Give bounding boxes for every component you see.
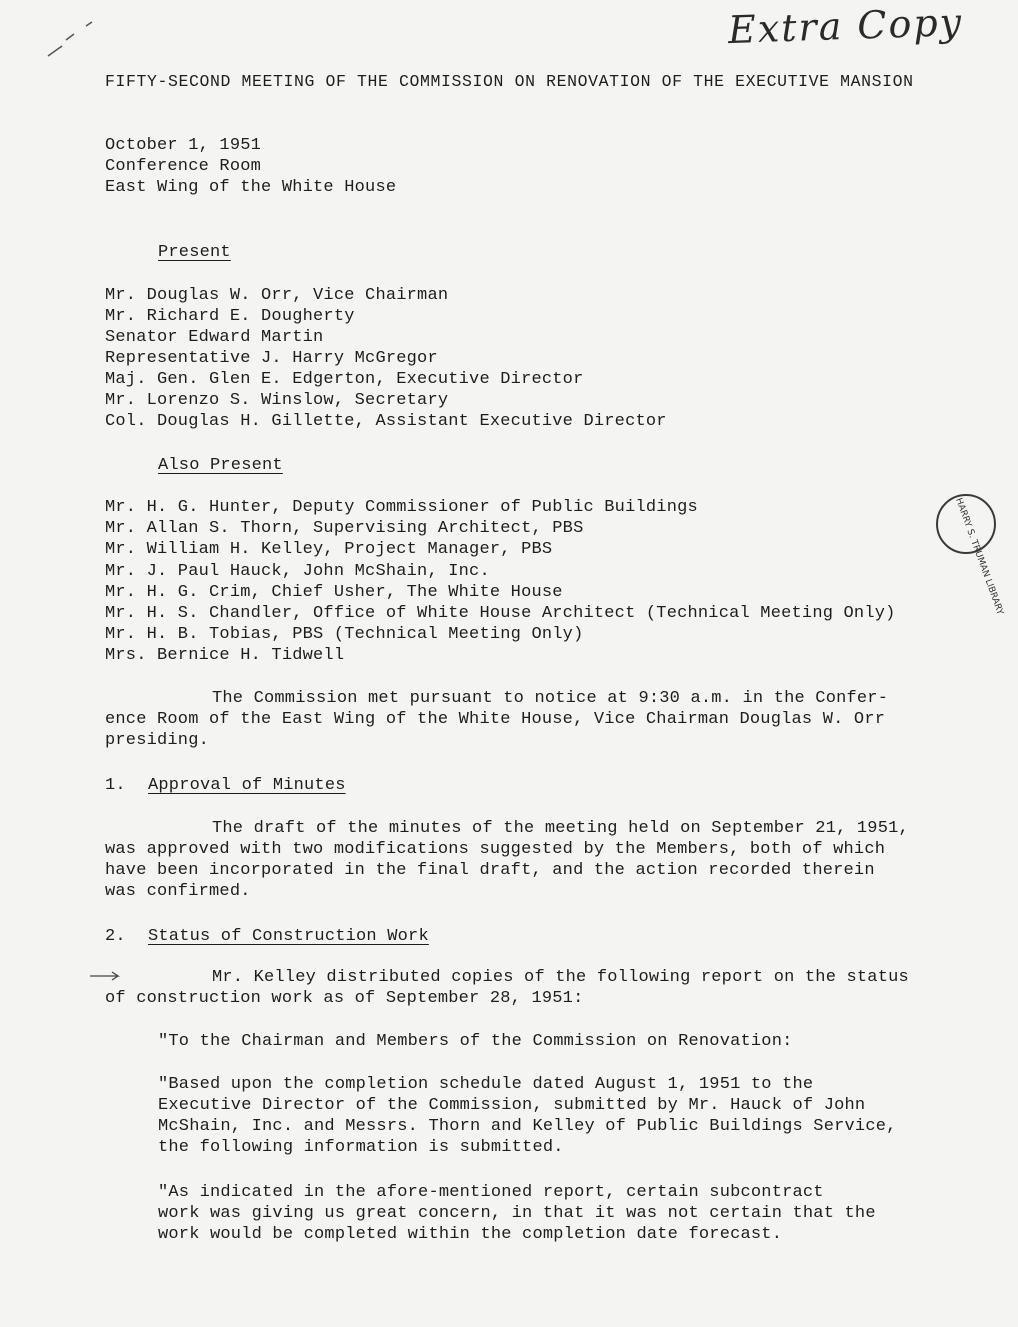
present-member: Representative J. Harry McGregor <box>105 349 438 368</box>
quote-line: Executive Director of the Commission, submitted by Mr. Hauck of John <box>158 1096 866 1115</box>
quote-line: "As indicated in the afore-mentioned report, certain subcontract <box>158 1183 824 1202</box>
intro-line: presiding. <box>105 731 210 750</box>
section-number: 2. <box>105 927 126 946</box>
intro-line: ence Room of the East Wing of the White House, Vice Chairman Douglas W. Orr <box>105 710 886 729</box>
quote-line: work would be completed within the completion date forecast. <box>158 1225 783 1244</box>
present-member: Col. Douglas H. Gillette, Assistant Executive Director <box>105 412 667 431</box>
also-present-member: Mr. H. G. Hunter, Deputy Commissioner of Public Buildings <box>105 498 698 517</box>
present-member: Mr. Douglas W. Orr, Vice Chairman <box>105 286 449 305</box>
also-present-member: Mr. Allan S. Thorn, Supervising Architect, PBS <box>105 519 584 538</box>
paragraph-line: of construction work as of September 28, 1951: <box>105 989 584 1008</box>
arrow-mark <box>88 966 128 986</box>
meeting-location: East Wing of the White House <box>105 178 397 197</box>
paragraph-line: have been incorporated in the final draft, and the action recorded therein <box>105 861 875 880</box>
intro-line: The Commission met pursuant to notice at 9:30 a.m. in the Confer- <box>212 689 889 708</box>
pen-mark <box>40 16 100 66</box>
also-present-member: Mr. H. G. Crim, Chief Usher, The White House <box>105 583 563 602</box>
meeting-date: October 1, 1951 <box>105 136 262 155</box>
meeting-room: Conference Room <box>105 157 262 176</box>
present-member: Maj. Gen. Glen E. Edgerton, Executive Director <box>105 370 584 389</box>
present-member: Mr. Richard E. Dougherty <box>105 307 355 326</box>
archive-stamp: HARRY S. TRUMAN LIBRARY <box>936 494 996 554</box>
section-number: 1. <box>105 776 126 795</box>
also-present-member: Mr. H. S. Chandler, Office of White House Architect (Technical Meeting Only) <box>105 604 896 623</box>
also-present-member: Mr. William H. Kelley, Project Manager, PBS <box>105 540 553 559</box>
quote-line: work was giving us great concern, in that it was not certain that the <box>158 1204 876 1223</box>
paragraph-line: The draft of the minutes of the meeting held on September 21, 1951, <box>212 819 909 838</box>
also-present-heading: Also Present <box>158 456 283 475</box>
section-heading: Status of Construction Work <box>148 927 429 946</box>
paragraph-line: was approved with two modifications suggested by the Members, both of which <box>105 840 886 859</box>
quote-line: McShain, Inc. and Messrs. Thorn and Kelley of Public Buildings Service, <box>158 1117 897 1136</box>
present-heading: Present <box>158 243 231 262</box>
section-heading: Approval of Minutes <box>148 776 346 795</box>
paragraph-line: Mr. Kelley distributed copies of the following report on the status <box>212 968 909 987</box>
also-present-member: Mr. J. Paul Hauck, John McShain, Inc. <box>105 562 490 581</box>
paragraph-line: was confirmed. <box>105 882 251 901</box>
handwritten-note: Extra Copy <box>727 0 964 53</box>
quote-line: "Based upon the completion schedule dated August 1, 1951 to the <box>158 1075 814 1094</box>
present-member: Mr. Lorenzo S. Winslow, Secretary <box>105 391 449 410</box>
present-member: Senator Edward Martin <box>105 328 324 347</box>
document-title: FIFTY-SECOND MEETING OF THE COMMISSION ON RENOVATION OF THE EXECUTIVE MANSION <box>105 72 914 91</box>
also-present-member: Mrs. Bernice H. Tidwell <box>105 646 345 665</box>
also-present-member: Mr. H. B. Tobias, PBS (Technical Meeting Only) <box>105 625 584 644</box>
quote-salutation: "To the Chairman and Members of the Commission on Renovation: <box>158 1032 793 1051</box>
quote-line: the following information is submitted. <box>158 1138 564 1157</box>
